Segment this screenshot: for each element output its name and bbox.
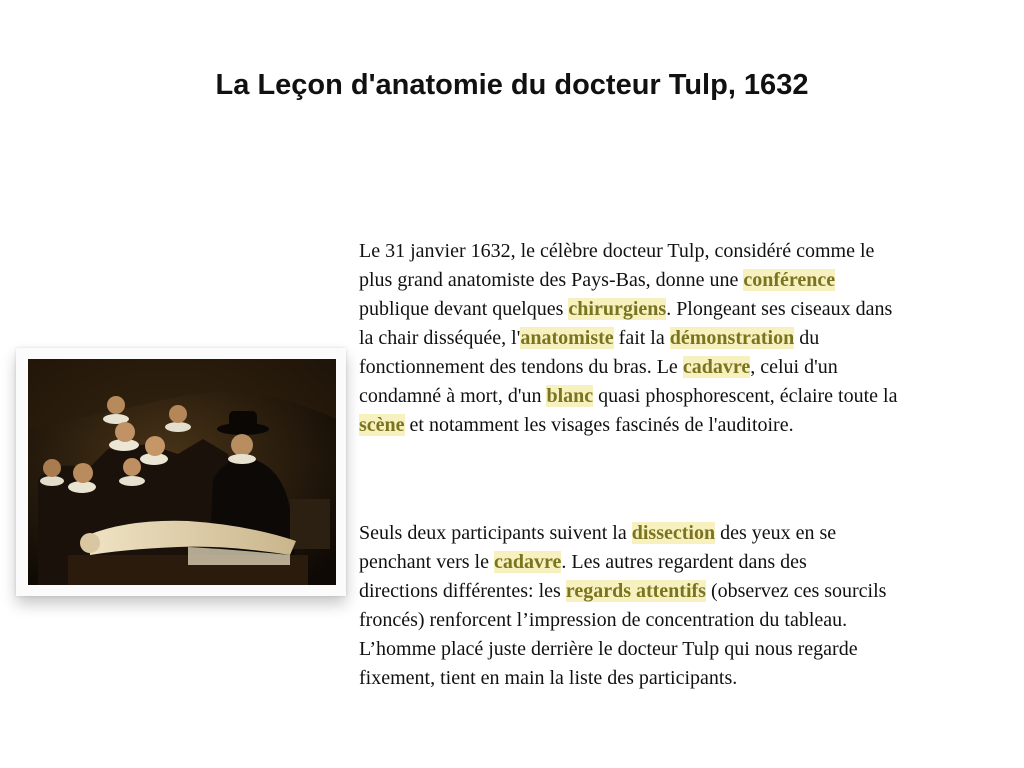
- paragraph-text: (observez ces sourcils froncés) renforcent l’impression de concentration du tableau. L’homme placé juste derrière le docteur Tulp qui nous regarde fixement, tient en main la liste des participants.: [359, 580, 887, 689]
- paragraph-text: Seuls deux participants suivent la: [359, 522, 632, 544]
- paragraph-text: et notamment les visages fascinés de l'auditoire.: [404, 414, 794, 436]
- highlighted-keyword: anatomiste: [520, 327, 614, 349]
- paragraph-text: . Les autres regardent dans des directions différentes: les: [359, 551, 807, 602]
- highlighted-keyword: regards attentifs: [565, 580, 706, 602]
- paragraph-text: publique devant quelques: [359, 298, 564, 320]
- highlighted-keyword: cadavre: [682, 356, 751, 378]
- highlighted-keyword: chirurgiens: [568, 298, 667, 320]
- paragraph-text: Le 31 janvier 1632, le célèbre docteur Tulp, considéré comme le plus grand anatomiste des Pays-Bas, donne une: [359, 240, 875, 291]
- slide-title: La Leçon d'anatomie du docteur Tulp, 1632: [215, 69, 809, 102]
- highlighted-keyword: scène: [359, 414, 405, 436]
- highlighted-keyword: démonstration: [669, 327, 795, 349]
- paragraph-participants: [359, 519, 1014, 693]
- paragraph-text: du fonctionnement des tendons du bras. Le: [359, 327, 820, 378]
- paragraph-text: quasi phosphorescent, éclaire toute la: [598, 385, 898, 407]
- painting-illustration: [28, 359, 336, 585]
- paragraph-text: , celui d'un condamné à mort, d'un: [359, 356, 838, 407]
- highlighted-keyword: cadavre: [493, 551, 562, 573]
- highlighted-keyword: blanc: [546, 385, 594, 407]
- paragraph-text: des yeux en se penchant vers le: [359, 522, 837, 573]
- highlighted-keyword: conférence: [743, 269, 836, 291]
- paragraph-intro: [359, 237, 1014, 440]
- highlighted-keyword: dissection: [631, 522, 716, 544]
- painting-frame: [16, 348, 346, 596]
- paragraph-text: . Plongeant ses ciseaux dans la chair disséquée, l': [359, 298, 893, 349]
- anatomy-lesson-painting: [28, 359, 336, 585]
- paragraph-text: fait la: [613, 327, 670, 349]
